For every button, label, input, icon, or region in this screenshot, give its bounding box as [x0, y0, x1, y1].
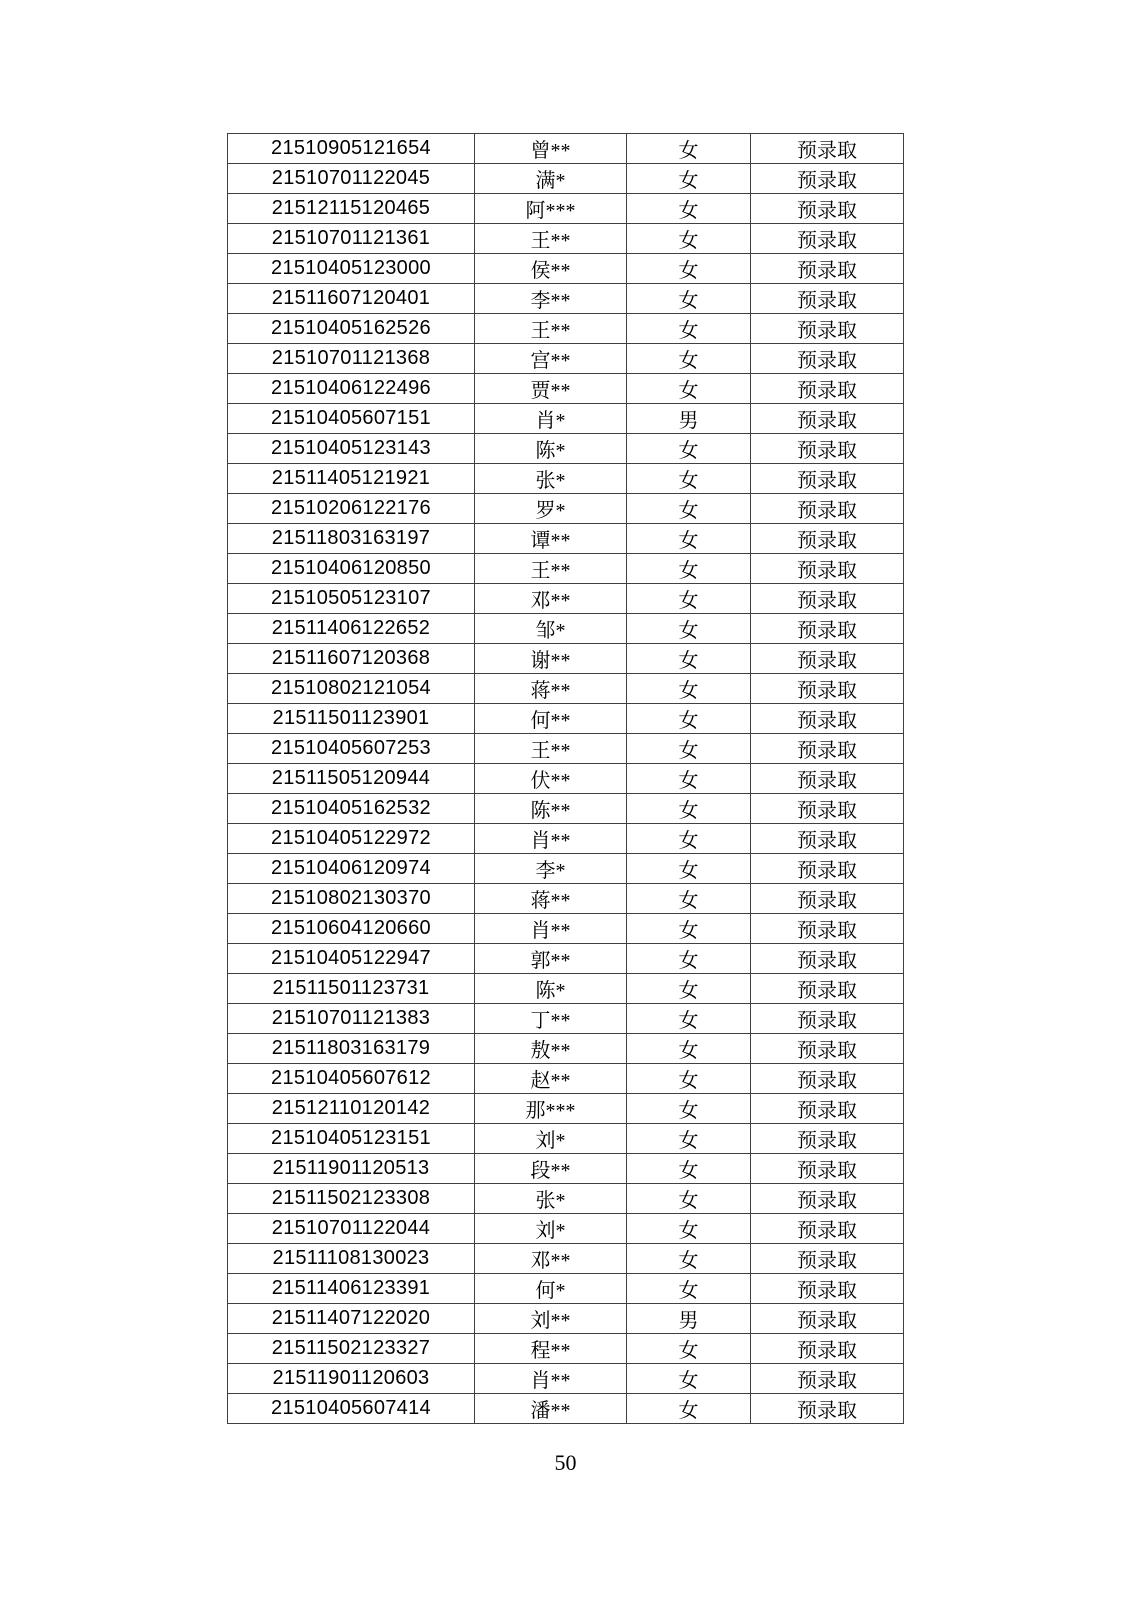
- candidate-id-cell: 21511607120368: [228, 644, 475, 674]
- status-cell: 预录取: [751, 494, 904, 524]
- status-cell: 预录取: [751, 824, 904, 854]
- gender-cell: 女: [627, 674, 751, 704]
- status-cell: 预录取: [751, 1094, 904, 1124]
- name-cell: 陈**: [475, 794, 627, 824]
- gender-cell: 女: [627, 1154, 751, 1184]
- status-cell: 预录取: [751, 134, 904, 164]
- status-cell: 预录取: [751, 374, 904, 404]
- name-cell: 蒋**: [475, 674, 627, 704]
- candidate-id-cell: 21511803163197: [228, 524, 475, 554]
- name-cell: 敖**: [475, 1034, 627, 1064]
- gender-cell: 女: [627, 224, 751, 254]
- candidate-id-cell: 21510405607253: [228, 734, 475, 764]
- status-cell: 预录取: [751, 914, 904, 944]
- candidate-id-cell: 21510701121361: [228, 224, 475, 254]
- table-row: [228, 344, 904, 374]
- table-row: [228, 974, 904, 1004]
- status-cell: 预录取: [751, 314, 904, 344]
- table-row: [228, 404, 904, 434]
- candidate-id-cell: 21511501123731: [228, 974, 475, 1004]
- table-row: [228, 704, 904, 734]
- status-cell: 预录取: [751, 554, 904, 584]
- table-row: [228, 944, 904, 974]
- gender-cell: 女: [627, 284, 751, 314]
- table-row: [228, 794, 904, 824]
- candidate-id-cell: 21510405122947: [228, 944, 475, 974]
- name-cell: 王**: [475, 554, 627, 584]
- candidate-id-cell: 21510405607151: [228, 404, 475, 434]
- table-row: [228, 464, 904, 494]
- name-cell: 曾**: [475, 134, 627, 164]
- status-cell: 预录取: [751, 404, 904, 434]
- table-row: [228, 314, 904, 344]
- gender-cell: 女: [627, 584, 751, 614]
- table-row: [228, 1094, 904, 1124]
- table-row: [228, 884, 904, 914]
- name-cell: 王**: [475, 314, 627, 344]
- candidate-id-cell: 21511406123391: [228, 1274, 475, 1304]
- candidate-id-cell: 21510405123143: [228, 434, 475, 464]
- name-cell: 阿***: [475, 194, 627, 224]
- gender-cell: 女: [627, 554, 751, 584]
- status-cell: 预录取: [751, 1064, 904, 1094]
- gender-cell: 女: [627, 1244, 751, 1274]
- candidate-id-cell: 21510405607612: [228, 1064, 475, 1094]
- name-cell: 刘*: [475, 1214, 627, 1244]
- candidate-id-cell: 21510701121383: [228, 1004, 475, 1034]
- table-row: [228, 614, 904, 644]
- table-row: [228, 1394, 904, 1424]
- gender-cell: 女: [627, 254, 751, 284]
- name-cell: 伏**: [475, 764, 627, 794]
- status-cell: 预录取: [751, 764, 904, 794]
- name-cell: 肖**: [475, 1364, 627, 1394]
- status-cell: 预录取: [751, 434, 904, 464]
- gender-cell: 女: [627, 944, 751, 974]
- table-row: [228, 524, 904, 554]
- status-cell: 预录取: [751, 944, 904, 974]
- table-row: [228, 434, 904, 464]
- gender-cell: 女: [627, 1034, 751, 1064]
- table-row: [228, 824, 904, 854]
- gender-cell: 女: [627, 134, 751, 164]
- admission-table: [227, 133, 904, 1424]
- gender-cell: 女: [627, 1214, 751, 1244]
- status-cell: 预录取: [751, 1004, 904, 1034]
- table-row: [228, 1064, 904, 1094]
- candidate-id-cell: 21510505123107: [228, 584, 475, 614]
- gender-cell: 女: [627, 854, 751, 884]
- gender-cell: 女: [627, 914, 751, 944]
- name-cell: 谭**: [475, 524, 627, 554]
- candidate-id-cell: 21510406122496: [228, 374, 475, 404]
- candidate-id-cell: 21511502123327: [228, 1334, 475, 1364]
- name-cell: 侯**: [475, 254, 627, 284]
- gender-cell: 女: [627, 734, 751, 764]
- status-cell: 预录取: [751, 734, 904, 764]
- table-row: [228, 224, 904, 254]
- name-cell: 陈*: [475, 974, 627, 1004]
- gender-cell: 女: [627, 1364, 751, 1394]
- table-row: [228, 734, 904, 764]
- candidate-id-cell: 21510405162532: [228, 794, 475, 824]
- table-row: [228, 1124, 904, 1154]
- status-cell: 预录取: [751, 1394, 904, 1424]
- gender-cell: 女: [627, 164, 751, 194]
- name-cell: 那***: [475, 1094, 627, 1124]
- candidate-id-cell: 21510701122045: [228, 164, 475, 194]
- table-row: [228, 1184, 904, 1214]
- candidate-id-cell: 21510802130370: [228, 884, 475, 914]
- candidate-id-cell: 21510701122044: [228, 1214, 475, 1244]
- status-cell: 预录取: [751, 164, 904, 194]
- gender-cell: 女: [627, 1064, 751, 1094]
- gender-cell: 女: [627, 524, 751, 554]
- gender-cell: 男: [627, 404, 751, 434]
- candidate-id-cell: 21511505120944: [228, 764, 475, 794]
- candidate-id-cell: 21510405123000: [228, 254, 475, 284]
- candidate-id-cell: 21511607120401: [228, 284, 475, 314]
- candidate-id-cell: 21510405162526: [228, 314, 475, 344]
- table-row: [228, 1244, 904, 1274]
- table-row: [228, 164, 904, 194]
- name-cell: 邓**: [475, 584, 627, 614]
- table-row: [228, 554, 904, 584]
- table-row: [228, 1214, 904, 1244]
- candidate-id-cell: 21511405121921: [228, 464, 475, 494]
- gender-cell: 男: [627, 1304, 751, 1334]
- name-cell: 肖**: [475, 914, 627, 944]
- gender-cell: 女: [627, 194, 751, 224]
- table-row: [228, 674, 904, 704]
- name-cell: 王**: [475, 734, 627, 764]
- gender-cell: 女: [627, 614, 751, 644]
- status-cell: 预录取: [751, 644, 904, 674]
- table-row: [228, 1004, 904, 1034]
- candidate-id-cell: 21512115120465: [228, 194, 475, 224]
- gender-cell: 女: [627, 794, 751, 824]
- candidate-id-cell: 21510206122176: [228, 494, 475, 524]
- candidate-id-cell: 21510802121054: [228, 674, 475, 704]
- candidate-id-cell: 21510406120850: [228, 554, 475, 584]
- candidate-id-cell: 21510905121654: [228, 134, 475, 164]
- status-cell: 预录取: [751, 284, 904, 314]
- status-cell: 预录取: [751, 524, 904, 554]
- table-row: [228, 644, 904, 674]
- gender-cell: 女: [627, 344, 751, 374]
- name-cell: 李*: [475, 854, 627, 884]
- table-row: [228, 194, 904, 224]
- gender-cell: 女: [627, 644, 751, 674]
- status-cell: 预录取: [751, 1184, 904, 1214]
- gender-cell: 女: [627, 884, 751, 914]
- table-row: [228, 1334, 904, 1364]
- gender-cell: 女: [627, 1184, 751, 1214]
- candidate-id-cell: 21510405122972: [228, 824, 475, 854]
- status-cell: 预录取: [751, 614, 904, 644]
- gender-cell: 女: [627, 1334, 751, 1364]
- status-cell: 预录取: [751, 854, 904, 884]
- candidate-id-cell: 21510405607414: [228, 1394, 475, 1424]
- name-cell: 潘**: [475, 1394, 627, 1424]
- gender-cell: 女: [627, 494, 751, 524]
- status-cell: 预录取: [751, 344, 904, 374]
- gender-cell: 女: [627, 374, 751, 404]
- name-cell: 肖*: [475, 404, 627, 434]
- status-cell: 预录取: [751, 1154, 904, 1184]
- candidate-id-cell: 21510701121368: [228, 344, 475, 374]
- candidate-id-cell: 21511501123901: [228, 704, 475, 734]
- name-cell: 邹*: [475, 614, 627, 644]
- status-cell: 预录取: [751, 584, 904, 614]
- gender-cell: 女: [627, 1004, 751, 1034]
- candidate-id-cell: 21511901120513: [228, 1154, 475, 1184]
- candidate-id-cell: 21511108130023: [228, 1244, 475, 1274]
- table-row: [228, 914, 904, 944]
- status-cell: 预录取: [751, 254, 904, 284]
- gender-cell: 女: [627, 824, 751, 854]
- table-row: [228, 1274, 904, 1304]
- gender-cell: 女: [627, 974, 751, 1004]
- table-row: [228, 584, 904, 614]
- gender-cell: 女: [627, 764, 751, 794]
- table-row: [228, 1304, 904, 1334]
- name-cell: 肖**: [475, 824, 627, 854]
- name-cell: 丁**: [475, 1004, 627, 1034]
- table-row: [228, 284, 904, 314]
- gender-cell: 女: [627, 1094, 751, 1124]
- candidate-id-cell: 21511901120603: [228, 1364, 475, 1394]
- table-row: [228, 494, 904, 524]
- status-cell: 预录取: [751, 974, 904, 1004]
- name-cell: 谢**: [475, 644, 627, 674]
- gender-cell: 女: [627, 1274, 751, 1304]
- status-cell: 预录取: [751, 1034, 904, 1064]
- status-cell: 预录取: [751, 1214, 904, 1244]
- gender-cell: 女: [627, 434, 751, 464]
- candidate-id-cell: 21510604120660: [228, 914, 475, 944]
- candidate-id-cell: 21511502123308: [228, 1184, 475, 1214]
- name-cell: 宫**: [475, 344, 627, 374]
- status-cell: 预录取: [751, 224, 904, 254]
- candidate-id-cell: 21511407122020: [228, 1304, 475, 1334]
- status-cell: 预录取: [751, 884, 904, 914]
- name-cell: 李**: [475, 284, 627, 314]
- name-cell: 张*: [475, 464, 627, 494]
- status-cell: 预录取: [751, 1304, 904, 1334]
- status-cell: 预录取: [751, 464, 904, 494]
- candidate-id-cell: 21512110120142: [228, 1094, 475, 1124]
- admission-table-body: [228, 134, 904, 1424]
- name-cell: 段**: [475, 1154, 627, 1184]
- status-cell: 预录取: [751, 704, 904, 734]
- table-row: [228, 134, 904, 164]
- name-cell: 满*: [475, 164, 627, 194]
- status-cell: 预录取: [751, 674, 904, 704]
- table-row: [228, 1034, 904, 1064]
- status-cell: 预录取: [751, 1334, 904, 1364]
- name-cell: 程**: [475, 1334, 627, 1364]
- candidate-id-cell: 21511803163179: [228, 1034, 475, 1064]
- name-cell: 贾**: [475, 374, 627, 404]
- candidate-id-cell: 21510405123151: [228, 1124, 475, 1154]
- name-cell: 刘*: [475, 1124, 627, 1154]
- gender-cell: 女: [627, 464, 751, 494]
- gender-cell: 女: [627, 1394, 751, 1424]
- name-cell: 蒋**: [475, 884, 627, 914]
- name-cell: 陈*: [475, 434, 627, 464]
- table-row: [228, 374, 904, 404]
- status-cell: 预录取: [751, 1364, 904, 1394]
- status-cell: 预录取: [751, 194, 904, 224]
- table-row: [228, 254, 904, 284]
- name-cell: 刘**: [475, 1304, 627, 1334]
- name-cell: 何*: [475, 1274, 627, 1304]
- name-cell: 赵**: [475, 1064, 627, 1094]
- status-cell: 预录取: [751, 1124, 904, 1154]
- gender-cell: 女: [627, 1124, 751, 1154]
- table-row: [228, 1364, 904, 1394]
- candidate-id-cell: 21511406122652: [228, 614, 475, 644]
- name-cell: 罗*: [475, 494, 627, 524]
- name-cell: 王**: [475, 224, 627, 254]
- status-cell: 预录取: [751, 1244, 904, 1274]
- name-cell: 何**: [475, 704, 627, 734]
- name-cell: 张*: [475, 1184, 627, 1214]
- status-cell: 预录取: [751, 1274, 904, 1304]
- name-cell: 邓**: [475, 1244, 627, 1274]
- name-cell: 郭**: [475, 944, 627, 974]
- table-row: [228, 1154, 904, 1184]
- gender-cell: 女: [627, 314, 751, 344]
- status-cell: 预录取: [751, 794, 904, 824]
- candidate-id-cell: 21510406120974: [228, 854, 475, 884]
- gender-cell: 女: [627, 704, 751, 734]
- table-row: [228, 854, 904, 884]
- page-number: 50: [554, 1450, 577, 1475]
- table-row: [228, 764, 904, 794]
